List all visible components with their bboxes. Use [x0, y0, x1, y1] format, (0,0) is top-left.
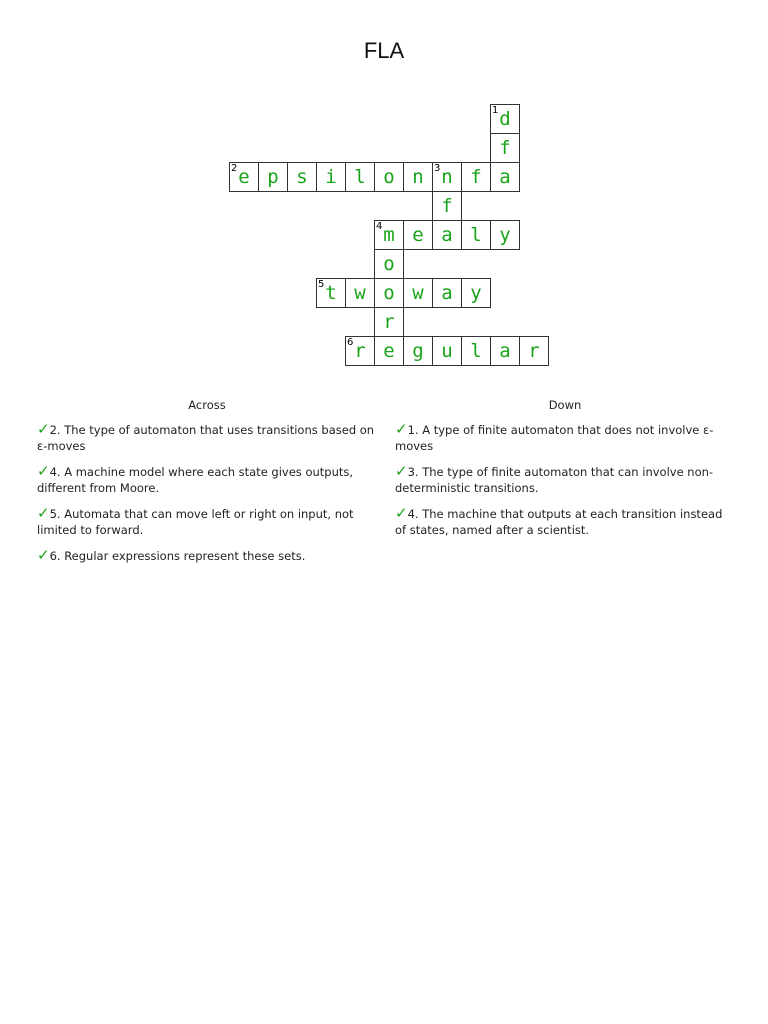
cell-letter: r	[528, 340, 540, 362]
grid-cell[interactable]	[403, 278, 433, 308]
grid-cell[interactable]	[490, 162, 520, 192]
across-clue	[37, 421, 377, 454]
cell-letter: t	[325, 282, 337, 304]
checkmark-icon: ✓	[395, 420, 408, 438]
cell-letter: l	[470, 224, 482, 246]
clue-number: 3	[434, 163, 441, 174]
cell-letter: w	[354, 282, 366, 304]
grid-cell[interactable]	[345, 278, 375, 308]
down-clue	[395, 505, 735, 538]
cell-letter: f	[441, 195, 453, 217]
cell-letter: f	[499, 137, 511, 159]
grid-cell[interactable]	[403, 162, 433, 192]
cell-letter: w	[412, 282, 424, 304]
grid-cell[interactable]	[374, 220, 404, 250]
cell-letter: o	[383, 253, 395, 275]
grid-cell[interactable]	[374, 278, 404, 308]
clue-text: 2. The type of automaton that uses transitions based on ε-moves	[37, 423, 375, 453]
grid-cell[interactable]	[432, 162, 462, 192]
grid-cell[interactable]	[461, 278, 491, 308]
grid-cell[interactable]	[316, 162, 346, 192]
cell-letter: l	[470, 340, 482, 362]
cell-letter: a	[441, 282, 453, 304]
cell-letter: s	[296, 166, 308, 188]
cell-letter: p	[267, 166, 279, 188]
down-clue	[395, 463, 735, 496]
cell-letter: o	[383, 166, 395, 188]
checkmark-icon: ✓	[37, 462, 50, 480]
grid-cell[interactable]	[258, 162, 288, 192]
across-clues	[37, 397, 377, 573]
cell-letter: o	[383, 282, 395, 304]
cell-letter: f	[470, 166, 482, 188]
clue-number: 1	[492, 105, 499, 116]
cell-letter: a	[441, 224, 453, 246]
grid-cell[interactable]	[519, 336, 549, 366]
cell-letter: i	[325, 166, 337, 188]
grid-cell[interactable]	[490, 104, 520, 134]
clue-number: 2	[231, 163, 238, 174]
grid-cell[interactable]	[461, 220, 491, 250]
checkmark-icon: ✓	[37, 420, 50, 438]
grid-cell[interactable]	[461, 162, 491, 192]
cell-letter: d	[499, 108, 511, 130]
down-clue-list	[395, 421, 735, 538]
down-heading: Down	[548, 398, 582, 412]
grid-cell[interactable]	[490, 133, 520, 163]
grid-cell[interactable]	[490, 336, 520, 366]
cell-letter: g	[412, 340, 424, 362]
grid-cell[interactable]	[432, 336, 462, 366]
crossword-grid	[0, 0, 768, 400]
checkmark-icon: ✓	[37, 546, 50, 564]
grid-cell[interactable]	[374, 307, 404, 337]
page-title: FLA	[363, 38, 405, 63]
checkmark-icon: ✓	[37, 504, 50, 522]
clue-text: 6. Regular expressions represent these sets.	[49, 549, 306, 563]
clue-number: 5	[318, 279, 325, 290]
cell-letter: a	[499, 166, 511, 188]
clue-text: 1. A type of finite automaton that does not involve ε-moves	[395, 423, 714, 453]
cell-letter: u	[441, 340, 453, 362]
cell-letter: y	[499, 224, 511, 246]
clue-number: 4	[376, 221, 383, 232]
across-clue	[37, 463, 377, 496]
cell-letter: e	[383, 340, 395, 362]
across-heading: Across	[188, 398, 226, 412]
clue-text: 5. Automata that can move left or right on input, not limited to forward.	[37, 507, 354, 537]
clue-text: 4. The machine that outputs at each transition instead of states, named after a scientist.	[395, 507, 723, 537]
grid-cell[interactable]	[403, 220, 433, 250]
grid-cell[interactable]	[374, 249, 404, 279]
clue-text: 3. The type of finite automaton that can involve non-deterministic transitions.	[395, 465, 714, 495]
cell-letter: y	[470, 282, 482, 304]
grid-cell[interactable]	[432, 278, 462, 308]
cell-letter: e	[412, 224, 424, 246]
across-clue-list	[37, 421, 377, 564]
cell-letter: n	[441, 166, 453, 188]
grid-cell[interactable]	[345, 162, 375, 192]
grid-cell[interactable]	[374, 336, 404, 366]
cell-letter: e	[238, 166, 250, 188]
checkmark-icon: ✓	[395, 462, 408, 480]
cell-letter: m	[383, 224, 395, 246]
clue-number: 6	[347, 337, 354, 348]
grid-cell[interactable]	[345, 336, 375, 366]
across-clue	[37, 547, 377, 564]
across-clue	[37, 505, 377, 538]
cell-letter: a	[499, 340, 511, 362]
clue-text: 4. A machine model where each state gives outputs, different from Moore.	[37, 465, 354, 495]
grid-cell[interactable]	[461, 336, 491, 366]
cell-letter: r	[383, 311, 395, 333]
grid-cell[interactable]	[287, 162, 317, 192]
grid-cell[interactable]	[316, 278, 346, 308]
grid-cell[interactable]	[432, 220, 462, 250]
cell-letter: r	[354, 340, 366, 362]
checkmark-icon: ✓	[395, 504, 408, 522]
down-clue	[395, 421, 735, 454]
grid-cell[interactable]	[403, 336, 433, 366]
down-clues	[395, 397, 735, 547]
cell-letter: n	[412, 166, 424, 188]
grid-cell[interactable]	[374, 162, 404, 192]
grid-cell[interactable]	[490, 220, 520, 250]
cell-letter: l	[354, 166, 366, 188]
grid-cell[interactable]	[432, 191, 462, 221]
grid-cell[interactable]	[229, 162, 259, 192]
